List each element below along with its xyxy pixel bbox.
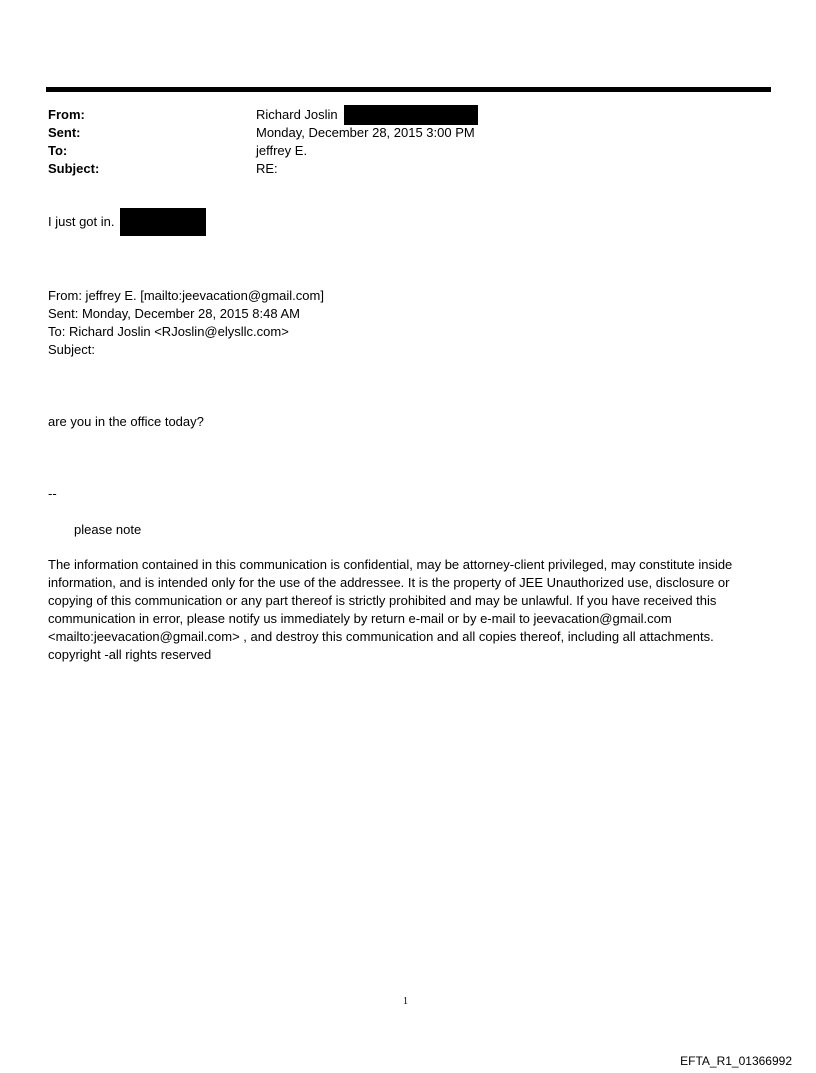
- quoted-message: are you in the office today?: [48, 414, 204, 429]
- to-value: jeffrey E.: [256, 143, 308, 158]
- signature-separator: --: [48, 486, 57, 501]
- quoted-subject-line: Subject:: [48, 342, 95, 357]
- quoted-sent-line: Sent: Monday, December 28, 2015 8:48 AM: [48, 306, 300, 321]
- sent-label: Sent:: [48, 125, 81, 140]
- disclaimer-text: The information contained in this communication is confidential, may be attorney-client privileged, may constitute inside information, and is intended only for the use of the addressee. It is the property of JEE Unauthorized use, disclosure or copying of this communication or any part thereof is strictly prohibited and may be unlawful. If you have received this communication in error, please notify us immediately by return e-mail or by e-mail to jeevacation@gmail.com <mailto:jeevacation@gmail.com> , and destroy this communication and all copies thereof, including all attachments. copyright -all rights reserved: [48, 557, 733, 662]
- subject-label: Subject:: [48, 161, 100, 176]
- header-divider: [46, 87, 771, 92]
- quoted-header: [48, 287, 324, 359]
- bates-number: EFTA_R1_01366992: [680, 1054, 792, 1068]
- redaction-box: [344, 105, 478, 125]
- to-row: [48, 142, 768, 160]
- subject-row: [48, 160, 768, 178]
- email-header: [48, 106, 768, 178]
- subject-value: RE:: [256, 161, 278, 176]
- from-label: From:: [48, 107, 85, 122]
- sent-row: [48, 124, 768, 142]
- page-number: 1: [403, 996, 408, 1007]
- reply-text: I just got in.: [48, 214, 115, 229]
- note-title: please note: [74, 522, 142, 537]
- from-value-wrap: [256, 106, 478, 124]
- redaction-box: [120, 208, 206, 236]
- from-value: Richard Joslin: [256, 107, 338, 122]
- quoted-from-line: From: jeffrey E. [mailto:jeevacation@gmail.com]: [48, 288, 324, 303]
- sent-value: Monday, December 28, 2015 3:00 PM: [256, 125, 475, 140]
- reply-body: [48, 208, 206, 236]
- to-label: To:: [48, 143, 68, 158]
- from-row: [48, 106, 768, 124]
- quoted-to-line: To: Richard Joslin <RJoslin@elysllc.com>: [48, 324, 289, 339]
